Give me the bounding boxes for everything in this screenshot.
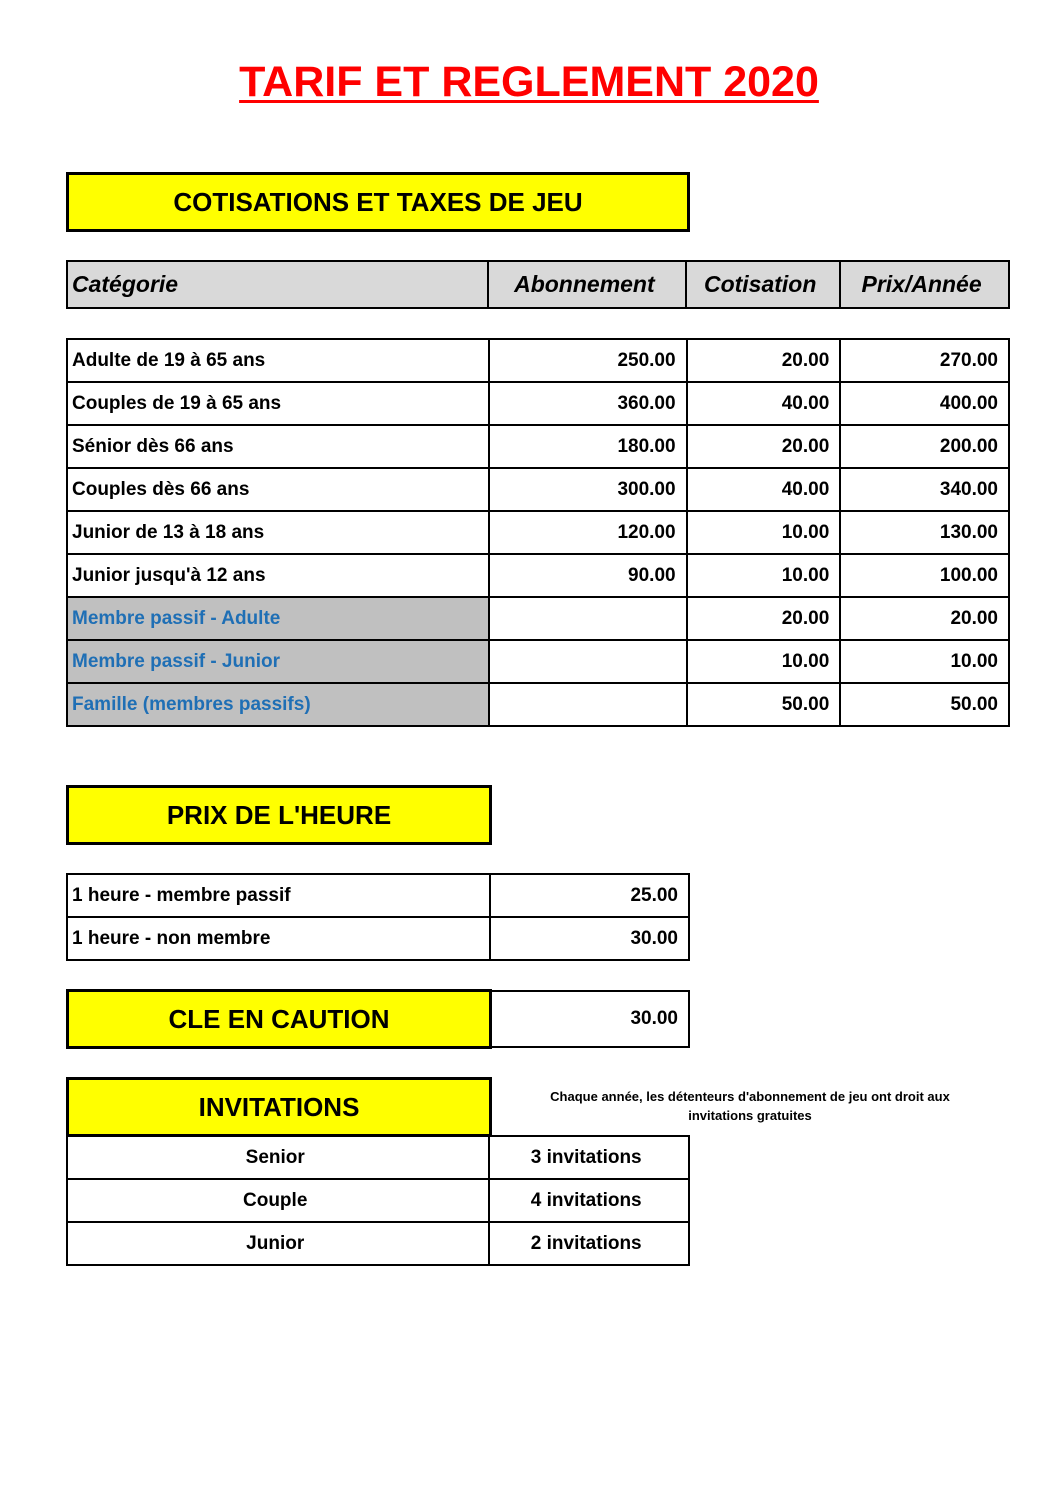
row-cotisation: 10.00 (687, 511, 841, 554)
table-row (67, 683, 1009, 726)
table-row (67, 1179, 689, 1222)
invitation-label: Senior (67, 1136, 489, 1179)
row-abonnement: 360.00 (489, 382, 687, 425)
row-categorie: Junior jusqu'à 12 ans (67, 554, 489, 597)
row-abonnement: 180.00 (489, 425, 687, 468)
row-abonnement: 300.00 (489, 468, 687, 511)
table-row (67, 468, 1009, 511)
row-cotisation: 20.00 (687, 597, 841, 640)
row-abonnement (489, 597, 687, 640)
row-categorie: Couples de 19 à 65 ans (67, 382, 489, 425)
row-abonnement: 90.00 (489, 554, 687, 597)
row-abonnement (489, 683, 687, 726)
heure-table (66, 873, 690, 961)
row-cotisation: 20.00 (687, 425, 841, 468)
table-row (67, 597, 1009, 640)
heure-value: 25.00 (490, 874, 689, 917)
invitation-label: Junior (67, 1222, 489, 1265)
row-prix-annee: 10.00 (840, 640, 1009, 683)
row-prix-annee: 130.00 (840, 511, 1009, 554)
page-title: TARIF ET REGLEMENT 2020 (239, 58, 819, 106)
section-cotisations: COTISATIONS ET TAXES DE JEU (66, 172, 690, 232)
invitation-value: 2 invitations (489, 1222, 689, 1265)
row-cotisation: 10.00 (687, 554, 841, 597)
section-prix-heure: PRIX DE L'HEURE (66, 785, 492, 845)
header-categorie: Catégorie (67, 261, 488, 308)
invitation-value: 4 invitations (489, 1179, 689, 1222)
table-row (67, 1222, 689, 1265)
section-invitations: INVITATIONS (66, 1077, 492, 1137)
row-prix-annee: 340.00 (840, 468, 1009, 511)
table-row (67, 874, 689, 917)
row-cotisation: 40.00 (687, 468, 841, 511)
section-cle: CLE EN CAUTION (66, 989, 492, 1049)
row-categorie: Famille (membres passifs) (67, 683, 489, 726)
row-categorie: Couples dès 66 ans (67, 468, 489, 511)
row-abonnement: 120.00 (489, 511, 687, 554)
cotisations-header (66, 260, 1010, 309)
table-row (67, 382, 1009, 425)
row-cotisation: 40.00 (687, 382, 841, 425)
row-prix-annee: 20.00 (840, 597, 1009, 640)
table-row (67, 339, 1009, 382)
table-row (67, 425, 1009, 468)
invitations-table (66, 1135, 690, 1266)
table-row (67, 554, 1009, 597)
header-cotisation: Cotisation (686, 261, 840, 308)
row-cotisation: 20.00 (687, 339, 841, 382)
row-categorie: Membre passif - Junior (67, 640, 489, 683)
row-categorie: Junior de 13 à 18 ans (67, 511, 489, 554)
heure-label: 1 heure - non membre (67, 917, 490, 960)
header-prix-annee: Prix/Année (840, 261, 1009, 308)
row-prix-annee: 400.00 (840, 382, 1009, 425)
row-categorie: Membre passif - Adulte (67, 597, 489, 640)
row-abonnement: 250.00 (489, 339, 687, 382)
table-row (67, 917, 689, 960)
invitation-label: Couple (67, 1179, 489, 1222)
row-prix-annee: 50.00 (840, 683, 1009, 726)
cotisations-table (66, 338, 1010, 727)
table-row (67, 1136, 689, 1179)
header-abonnement: Abonnement (488, 261, 686, 308)
row-prix-annee: 270.00 (840, 339, 1009, 382)
row-categorie: Sénior dès 66 ans (67, 425, 489, 468)
invitations-note: Chaque année, les détenteurs d'abonnement de jeu ont droit aux invitations gratuites (550, 1089, 950, 1123)
row-abonnement (489, 640, 687, 683)
invitation-value: 3 invitations (489, 1136, 689, 1179)
table-row (67, 511, 1009, 554)
heure-value: 30.00 (490, 917, 689, 960)
cle-value: 30.00 (489, 990, 690, 1048)
row-cotisation: 50.00 (687, 683, 841, 726)
row-prix-annee: 100.00 (840, 554, 1009, 597)
row-categorie: Adulte de 19 à 65 ans (67, 339, 489, 382)
row-cotisation: 10.00 (687, 640, 841, 683)
row-prix-annee: 200.00 (840, 425, 1009, 468)
heure-label: 1 heure - membre passif (67, 874, 490, 917)
table-row (67, 640, 1009, 683)
